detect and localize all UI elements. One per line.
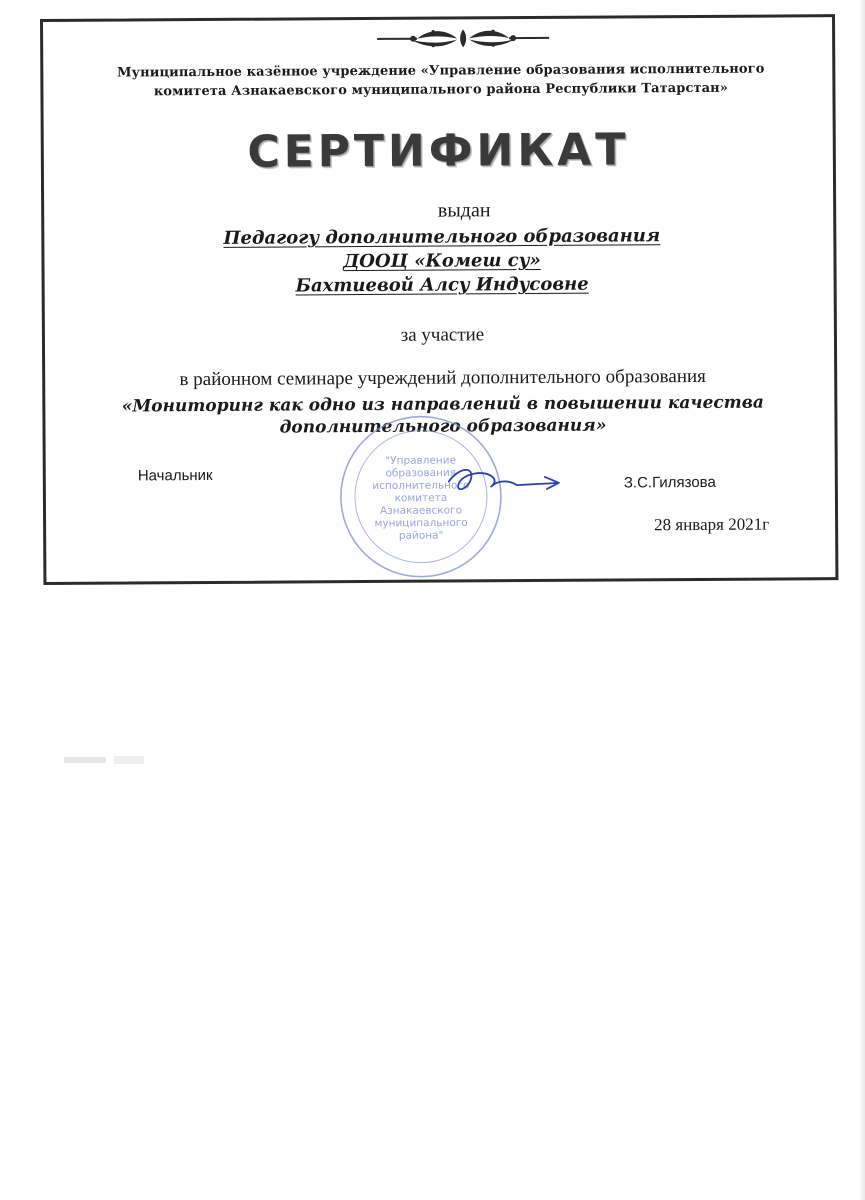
recipient-position: Педагогу дополнительного образования (223, 225, 661, 249)
organization-header (63, 59, 818, 102)
recipient-institution: ДООЦ «Комеш су» (343, 249, 541, 273)
certificate-title: СЕРТИФИКАТ (247, 124, 630, 178)
stamp-text-line: "Управление (385, 454, 457, 467)
scan-edge (859, 0, 865, 1200)
bleed-through-mark (62, 752, 162, 768)
stamp-text-line: образования (385, 466, 457, 480)
stamp-text-line: исполнительного (372, 479, 470, 492)
seminar-line: в районном семинаре учреждений дополнительного образования (179, 365, 706, 391)
stamp-text-line: района" (398, 529, 444, 542)
ornament-divider (373, 25, 553, 52)
seminar-topic-line-1: «Мониторинг как одно из направлений в повышении качества (121, 392, 764, 417)
recipient-name: Бахтиевой Алсу Индусовне (295, 273, 589, 297)
organization-line-1: Муниципальное казённое учреждение «Управление образования исполнительного (117, 61, 765, 81)
handwritten-signature (441, 459, 566, 505)
signatory-name: З.С.Гилязова (623, 473, 716, 492)
seminar-topic-line-2: дополнительного образования» (279, 415, 607, 438)
stamp-text-line: Азнакаевского (379, 504, 463, 517)
signatory-role: Начальник (137, 466, 213, 485)
organization-line-2: комитета Азнакаевского муниципального района Республики Татарстан» (153, 80, 729, 100)
stamp-text-line: муниципального (374, 516, 468, 530)
participation-text: за участие (400, 324, 485, 346)
recipient-block (44, 223, 839, 300)
stamp-text-line: комитета (394, 492, 448, 505)
issue-date: 28 января 2021г (654, 514, 770, 535)
certificate (40, 14, 838, 585)
issued-text: выдан (437, 199, 491, 222)
